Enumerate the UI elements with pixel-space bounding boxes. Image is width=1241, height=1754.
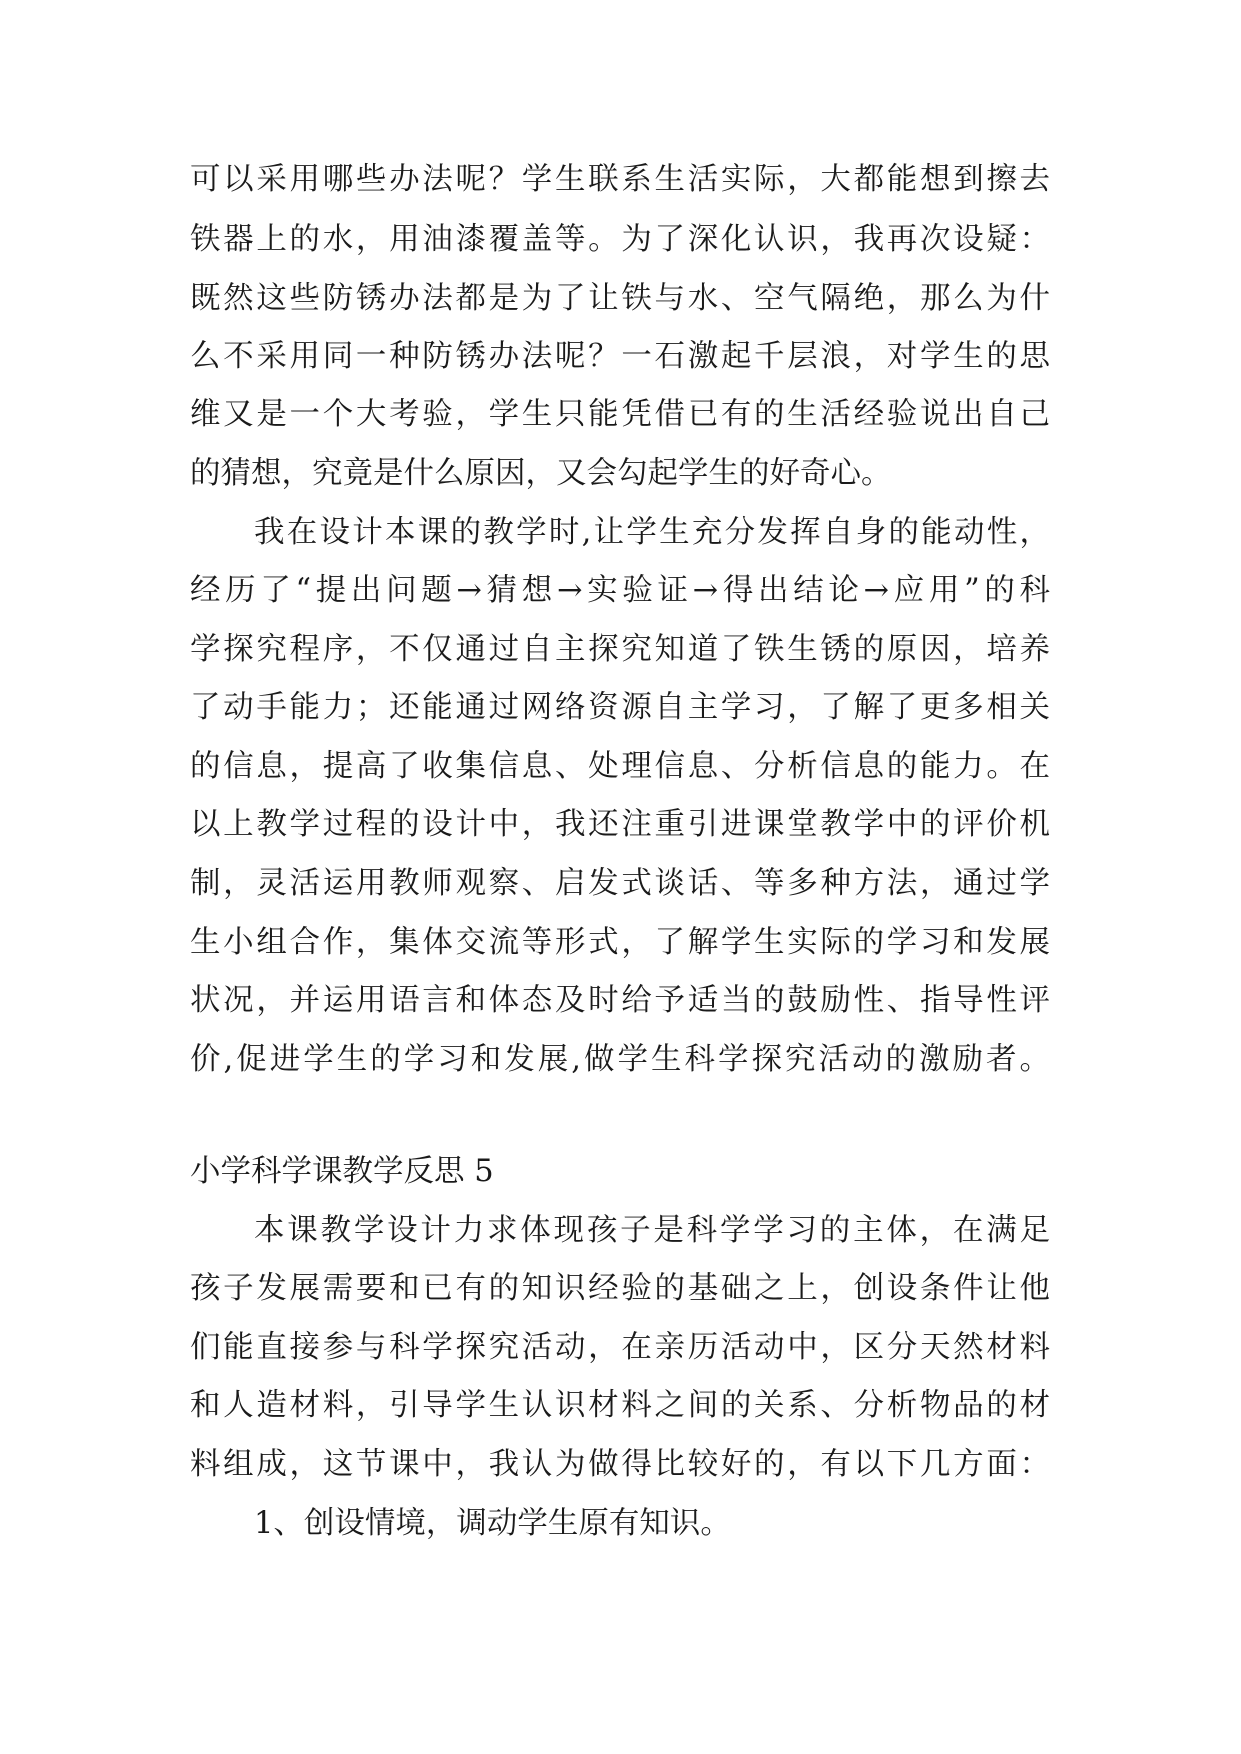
- paragraph-line: 状况，并运用语言和体态及时给予适当的鼓励性、指导性评: [190, 983, 1050, 1018]
- list-item: 1、创设情境，调动学生原有知识。: [254, 1506, 731, 1541]
- paragraph-line: 了动手能力；还能通过网络资源自主学习，了解了更多相关: [190, 690, 1050, 725]
- paragraph-line: 维又是一个大考验，学生只能凭借已有的生活经验说出自己: [190, 397, 1050, 432]
- paragraph-line: 的猜想，究竟是什么原因，又会勾起学生的好奇心。: [190, 456, 892, 491]
- paragraph-line: 和人造材料，引导学生认识材料之间的关系、分析物品的材: [190, 1388, 1050, 1423]
- paragraph-line: 生小组合作，集体交流等形式，了解学生实际的学习和发展: [190, 925, 1050, 960]
- paragraph-line: 既然这些防锈办法都是为了让铁与水、空气隔绝，那么为什: [190, 281, 1050, 316]
- paragraph-line: 本课教学设计力求体现孩子是科学学习的主体，在满足: [254, 1213, 1050, 1248]
- paragraph-line: 可以采用哪些办法呢？学生联系生活实际，大都能想到擦去: [190, 162, 1050, 197]
- paragraph-line: 制，灵活运用教师观察、启发式谈话、等多种方法，通过学: [190, 866, 1050, 901]
- paragraph-line: 经历了“提出问题→猜想→实验证→得出结论→应用”的科: [190, 573, 1050, 608]
- paragraph-line: 们能直接参与科学探究活动，在亲历活动中，区分天然材料: [190, 1330, 1050, 1365]
- paragraph-line: 的信息，提高了收集信息、处理信息、分析信息的能力。在: [190, 749, 1050, 784]
- paragraph-line: 学探究程序，不仅通过自主探究知道了铁生锈的原因，培养: [190, 632, 1050, 667]
- paragraph-line: 价,促进学生的学习和发展,做学生科学探究活动的激励者。: [190, 1042, 1050, 1077]
- section-heading: 小学科学课教学反思 5: [190, 1154, 494, 1189]
- paragraph-line: 以上教学过程的设计中，我还注重引进课堂教学中的评价机: [190, 807, 1050, 842]
- paragraph-line: 我在设计本课的教学时,让学生充分发挥自身的能动性，: [254, 515, 1050, 550]
- paragraph-line: 铁器上的水，用油漆覆盖等。为了深化认识，我再次设疑：: [190, 222, 1050, 257]
- paragraph-line: 孩子发展需要和已有的知识经验的基础之上，创设条件让他: [190, 1271, 1050, 1306]
- paragraph-line: 料组成，这节课中，我认为做得比较好的，有以下几方面：: [190, 1447, 1050, 1482]
- paragraph-line: 么不采用同一种防锈办法呢？一石激起千层浪，对学生的思: [190, 339, 1050, 374]
